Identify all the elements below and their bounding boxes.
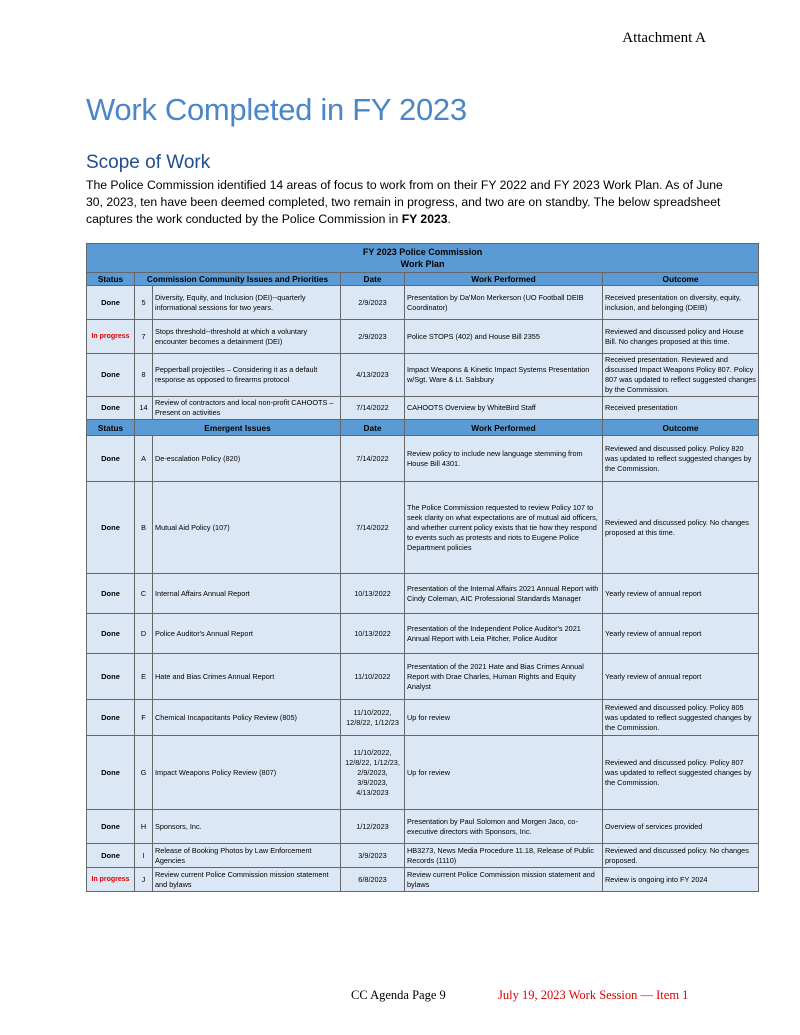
table-row	[87, 436, 759, 482]
intro-paragraph	[86, 177, 736, 228]
row-number-cell: I	[135, 844, 153, 868]
issue-cell: Pepperball projectiles – Considering it as a default response as opposed to firearms protocol	[153, 354, 341, 397]
intro-end: .	[447, 212, 451, 226]
outcome-cell: Reviewed and discussed policy and House Bill. No changes proposed at this time.	[603, 320, 759, 354]
work-cell: Impact Weapons & Kinetic Impact Systems Presentation w/Sgt. Ware & Lt. Salsbury	[405, 354, 603, 397]
date-cell: 10/13/2022	[341, 614, 405, 654]
table-header-group-2	[87, 420, 759, 436]
row-number-cell: 14	[135, 397, 153, 420]
header-status: Status	[87, 273, 135, 286]
table-title-row	[87, 244, 759, 273]
outcome-cell: Reviewed and discussed policy. No changes proposed at this time.	[603, 482, 759, 574]
date-cell: 2/9/2023	[341, 286, 405, 320]
issue-cell: Diversity, Equity, and Inclusion (DEI)--quarterly informational sessions for two years.	[153, 286, 341, 320]
date-cell: 7/14/2022	[341, 482, 405, 574]
table-row	[87, 320, 759, 354]
work-cell: Presentation of the 2021 Hate and Bias Crimes Annual Report with Drae Charles, Human Rights and Equity Analyst	[405, 654, 603, 700]
row-number-cell: G	[135, 736, 153, 810]
status-cell: Done	[87, 482, 135, 574]
page-title: Work Completed in FY 2023	[86, 92, 467, 127]
status-cell: Done	[87, 436, 135, 482]
header2-issue: Emergent Issues	[135, 420, 341, 436]
header-date: Date	[341, 273, 405, 286]
issue-cell: Impact Weapons Policy Review (807)	[153, 736, 341, 810]
date-cell: 7/14/2022	[341, 397, 405, 420]
outcome-cell: Reviewed and discussed policy. Policy 805 was updated to reflect suggested changes by the Commission.	[603, 700, 759, 736]
date-cell: 1/12/2023	[341, 810, 405, 844]
issue-cell: Review of contractors and local non-profit CAHOOTS – Present on activities	[153, 397, 341, 420]
status-cell: Done	[87, 354, 135, 397]
header2-outcome: Outcome	[603, 420, 759, 436]
table-row	[87, 654, 759, 700]
work-cell: Up for review	[405, 736, 603, 810]
issue-cell: Hate and Bias Crimes Annual Report	[153, 654, 341, 700]
date-cell: 10/13/2022	[341, 574, 405, 614]
issue-cell: Internal Affairs Annual Report	[153, 574, 341, 614]
table-header-row-2	[87, 420, 759, 436]
header-issue: Commission Community Issues and Priorities	[135, 273, 341, 286]
work-cell: Police STOPS (402) and House Bill 2355	[405, 320, 603, 354]
status-cell: Done	[87, 654, 135, 700]
table-title-line2: Work Plan	[400, 259, 445, 269]
intro-bold: FY 2023	[401, 212, 448, 226]
work-cell: Presentation of the Independent Police Auditor's 2021 Annual Report with Leia Pitcher, Police Auditor	[405, 614, 603, 654]
work-cell: Presentation of the Internal Affairs 2021 Annual Report with Cindy Coleman, AIC Professional Standards Manager	[405, 574, 603, 614]
outcome-cell: Reviewed and discussed policy. No changes proposed.	[603, 844, 759, 868]
status-cell: Done	[87, 286, 135, 320]
issue-cell: Mutual Aid Policy (107)	[153, 482, 341, 574]
outcome-cell: Reviewed and discussed policy. Policy 820 was updated to reflect suggested changes by the Commission.	[603, 436, 759, 482]
section-subtitle: Scope of Work	[86, 152, 211, 173]
issue-cell: Stops threshold--threshold at which a voluntary encounter becomes a detainment (DEI)	[153, 320, 341, 354]
outcome-cell: Yearly review of annual report	[603, 574, 759, 614]
row-number-cell: A	[135, 436, 153, 482]
header2-work: Work Performed	[405, 420, 603, 436]
date-cell: 11/10/2022	[341, 654, 405, 700]
outcome-cell: Reviewed and discussed policy. Policy 807 was updated to reflect suggested changes by the Commission.	[603, 736, 759, 810]
status-cell: Done	[87, 574, 135, 614]
table-body-emergent	[87, 436, 759, 892]
issue-cell: Chemical Incapacitants Policy Review (805)	[153, 700, 341, 736]
table-row	[87, 574, 759, 614]
header-outcome: Outcome	[603, 273, 759, 286]
table-body-community	[87, 286, 759, 420]
status-cell: Done	[87, 700, 135, 736]
status-cell: Done	[87, 810, 135, 844]
outcome-cell: Overview of services provided	[603, 810, 759, 844]
date-cell: 7/14/2022	[341, 436, 405, 482]
table-row	[87, 810, 759, 844]
row-number-cell: E	[135, 654, 153, 700]
status-cell: Done	[87, 397, 135, 420]
footer-session-label: July 19, 2023 Work Session — Item 1	[498, 988, 689, 1002]
table-row	[87, 397, 759, 420]
row-number-cell: H	[135, 810, 153, 844]
row-number-cell: D	[135, 614, 153, 654]
intro-text: The Police Commission identified 14 areas of focus to work from on their FY 2022 and FY 2023 Work Plan. As of June 30, 2023, ten have been deemed completed, two remain in progress, and two are on standby. The below spreadsheet captures the work conducted by the Police Commission in	[86, 178, 723, 226]
table-row	[87, 354, 759, 397]
status-cell: In progress	[87, 868, 135, 892]
issue-cell: Sponsors, Inc.	[153, 810, 341, 844]
table-row	[87, 614, 759, 654]
status-cell: Done	[87, 614, 135, 654]
table-title-line1: FY 2023 Police Commission	[362, 247, 483, 257]
issue-cell: De-escalation Policy (820)	[153, 436, 341, 482]
outcome-cell: Yearly review of annual report	[603, 614, 759, 654]
issue-cell: Police Auditor's Annual Report	[153, 614, 341, 654]
issue-cell: Release of Booking Photos by Law Enforcement Agencies	[153, 844, 341, 868]
work-cell: Review current Police Commission mission statement and bylaws	[405, 868, 603, 892]
work-cell: CAHOOTS Overview by WhiteBird Staff	[405, 397, 603, 420]
work-cell: HB3273, News Media Procedure 11.18, Release of Public Records (1110)	[405, 844, 603, 868]
table-row	[87, 482, 759, 574]
table-row	[87, 868, 759, 892]
table-row	[87, 700, 759, 736]
row-number-cell: 5	[135, 286, 153, 320]
work-cell: Up for review	[405, 700, 603, 736]
date-cell: 2/9/2023	[341, 320, 405, 354]
row-number-cell: 8	[135, 354, 153, 397]
row-number-cell: B	[135, 482, 153, 574]
date-cell: 3/9/2023	[341, 844, 405, 868]
outcome-cell: Received presentation on diversity, equity, inclusion, and belonging (DEIB)	[603, 286, 759, 320]
table-title	[87, 244, 759, 273]
table-row	[87, 736, 759, 810]
table-header-row-1	[87, 273, 759, 286]
status-cell: In progress	[87, 320, 135, 354]
work-cell: Presentation by Da'Mon Merkerson (UO Football DEIB Coordinator)	[405, 286, 603, 320]
outcome-cell: Received presentation	[603, 397, 759, 420]
issue-cell: Review current Police Commission mission statement and bylaws	[153, 868, 341, 892]
work-plan-table	[86, 243, 759, 892]
date-cell: 11/10/2022, 12/8/22, 1/12/23	[341, 700, 405, 736]
row-number-cell: 7	[135, 320, 153, 354]
outcome-cell: Received presentation. Reviewed and discussed Impact Weapons Policy 807. Policy 807 was updated to reflect suggested changes by the Commission.	[603, 354, 759, 397]
footer-page-label: CC Agenda Page 9	[351, 988, 446, 1002]
row-number-cell: F	[135, 700, 153, 736]
table-row	[87, 286, 759, 320]
outcome-cell: Yearly review of annual report	[603, 654, 759, 700]
date-cell: 4/13/2023	[341, 354, 405, 397]
work-cell: The Police Commission requested to review Policy 107 to seek clarity on what expectations are of mutual aid officers, and whether current policy exists that tie how they respond to events such as protests and riots to Eugene Police Department policies	[405, 482, 603, 574]
status-cell: Done	[87, 844, 135, 868]
outcome-cell: Review is ongoing into FY 2024	[603, 868, 759, 892]
header2-date: Date	[341, 420, 405, 436]
attachment-label: Attachment A	[622, 30, 706, 46]
work-cell: Presentation by Paul Solomon and Morgen Jaco, co- executive directors with Sponsors, Inc.	[405, 810, 603, 844]
table-row	[87, 844, 759, 868]
status-cell: Done	[87, 736, 135, 810]
row-number-cell: C	[135, 574, 153, 614]
header2-status: Status	[87, 420, 135, 436]
header-work: Work Performed	[405, 273, 603, 286]
work-cell: Review policy to include new language stemming from House Bill 4301.	[405, 436, 603, 482]
row-number-cell: J	[135, 868, 153, 892]
date-cell: 6/8/2023	[341, 868, 405, 892]
date-cell: 11/10/2022, 12/8/22, 1/12/23, 2/9/2023, 3/9/2023, 4/13/2023	[341, 736, 405, 810]
